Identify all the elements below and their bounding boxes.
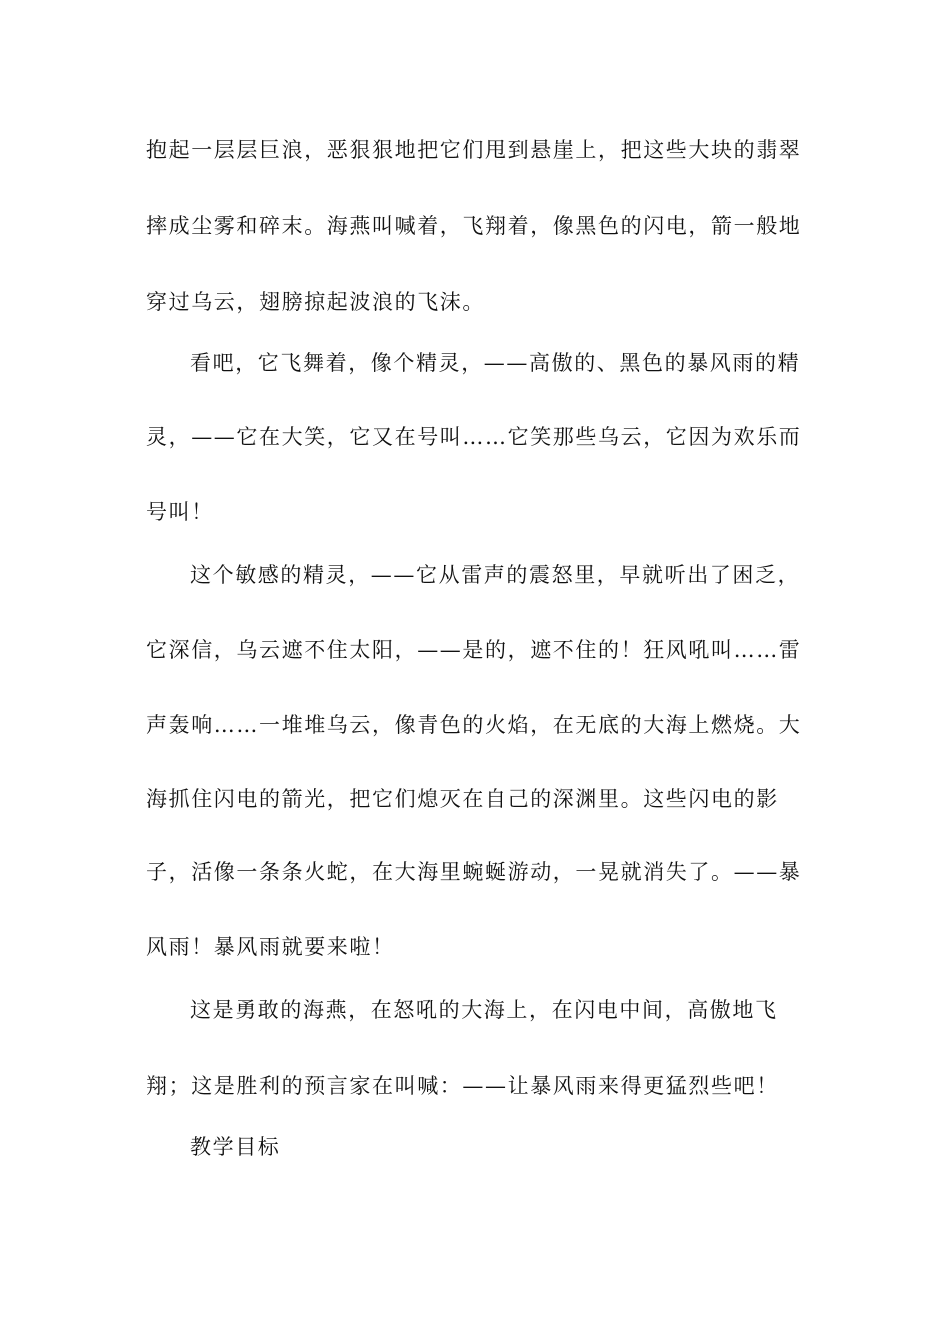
text-line: 灵，——它在大笑，它又在号叫……它笑那些乌云，它因为欢乐而 [146, 425, 802, 449]
text-line: 它深信，乌云遮不住太阳，——是的，遮不住的！狂风吼叫……雷 [146, 638, 802, 662]
text-line: 号叫！ [146, 500, 214, 524]
text-line: 抱起一层层巨浪，恶狠狠地把它们甩到悬崖上，把这些大块的翡翠 [146, 138, 802, 162]
text-line: 穿过乌云，翅膀掠起波浪的飞沫。 [146, 290, 485, 314]
text-line: 这个敏感的精灵，——它从雷声的震怒里，早就听出了困乏， [190, 563, 801, 587]
text-line: 这是勇敢的海燕，在怒吼的大海上，在闪电中间，高傲地飞 [190, 998, 778, 1022]
section-heading: 教学目标 [190, 1135, 281, 1159]
text-line: 摔成尘雾和碎末。海燕叫喊着，飞翔着，像黑色的闪电，箭一般地 [146, 214, 802, 238]
text-line: 子，活像一条条火蛇，在大海里蜿蜒游动，一晃就消失了。——暴 [146, 860, 802, 884]
text-line: 风雨！暴风雨就要来啦！ [146, 935, 395, 959]
text-line: 海抓住闪电的箭光，把它们熄灭在自己的深渊里。这些闪电的影 [146, 787, 779, 811]
text-line: 翔；这是胜利的预言家在叫喊：——让暴风雨来得更猛烈些吧！ [146, 1074, 779, 1098]
text-line: 声轰响……一堆堆乌云，像青色的火焰，在无底的大海上燃烧。大 [146, 713, 802, 737]
text-line: 看吧，它飞舞着，像个精灵，——高傲的、黑色的暴风雨的精 [190, 351, 801, 375]
